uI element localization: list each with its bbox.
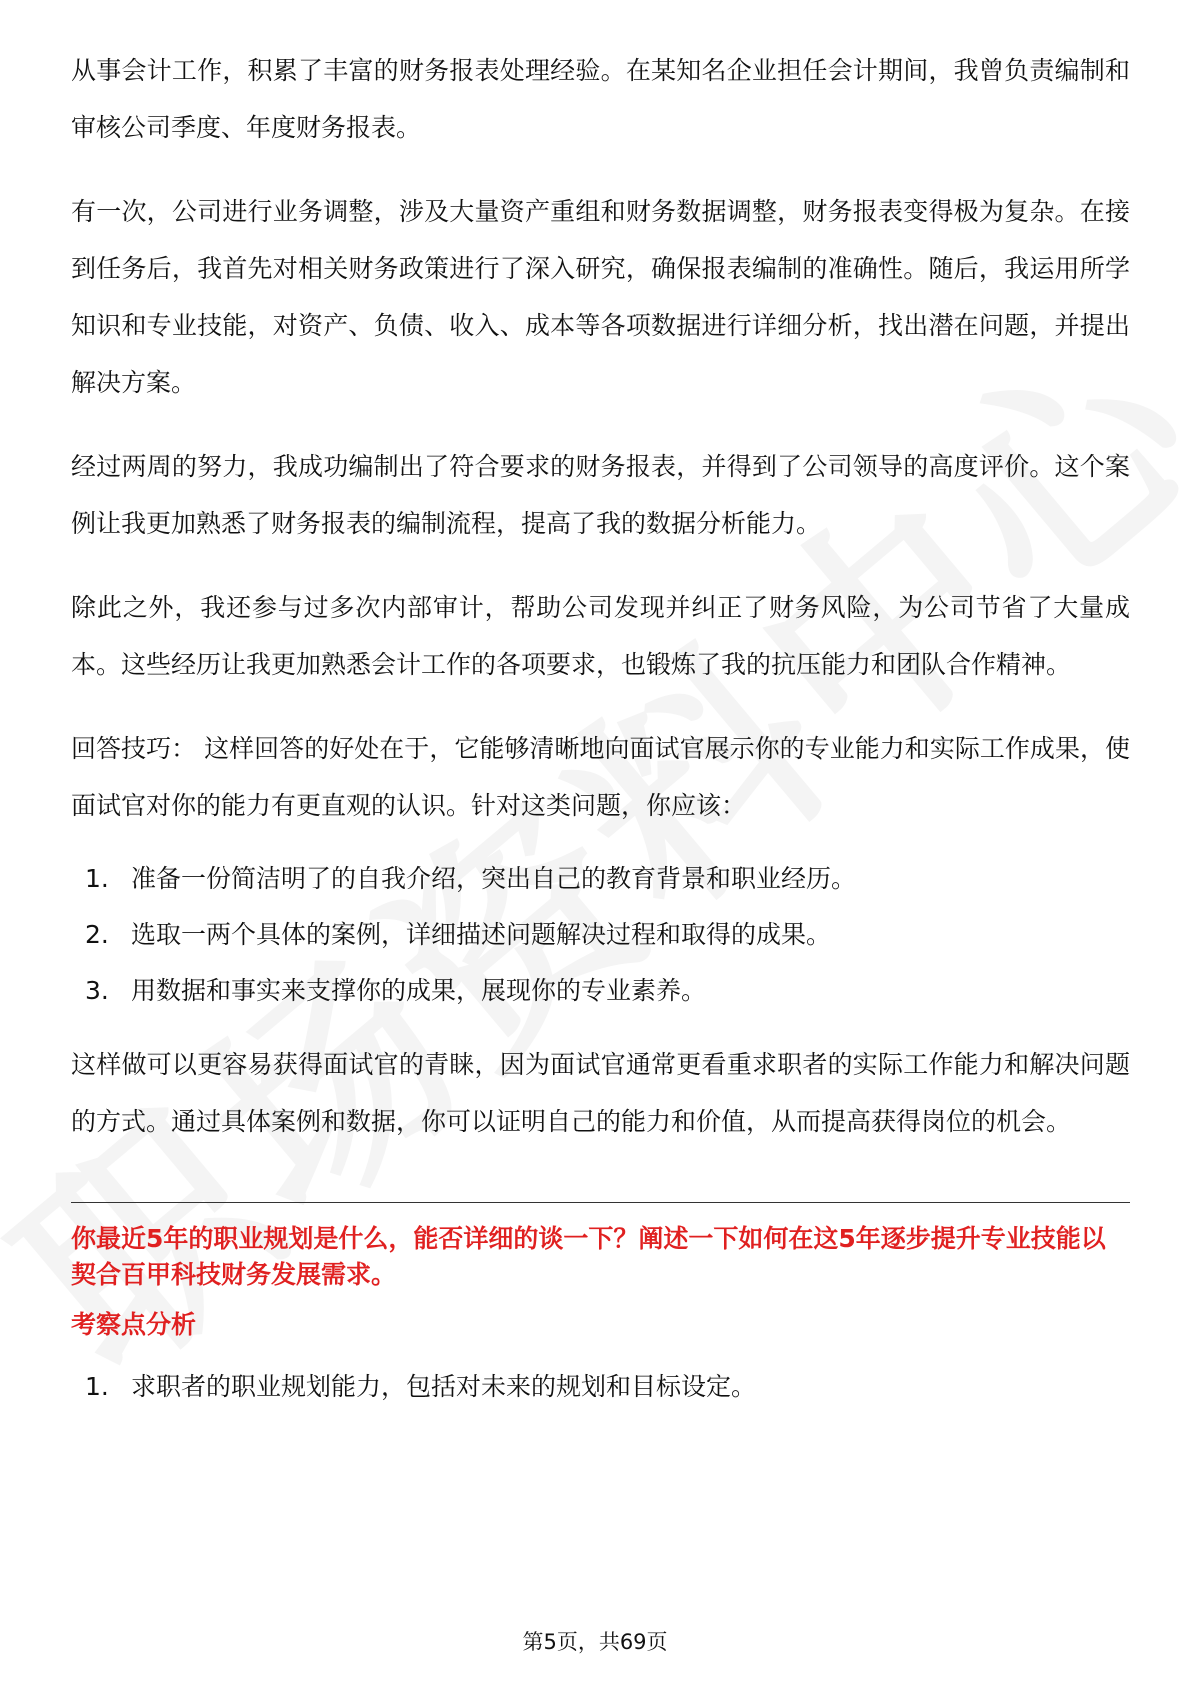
list-number: 3. (85, 976, 109, 1005)
list-number: 1. (85, 864, 109, 893)
page-number: 第5页，共69页 (522, 1630, 668, 1654)
analysis-points-list (71, 1369, 1130, 1405)
paragraph: 除此之外，我还参与过多次内部审计，帮助公司发现并纠正了财务风险，为公司节省了大量成本。这些经历让我更加熟悉会计工作的各项要求，也锻炼了我的抗压能力和团队合作精神。 (71, 593, 1130, 679)
tips-list (71, 861, 1130, 1009)
section-title: 考察点分析 (71, 1310, 197, 1339)
list-text: 用数据和事实来支撑你的成果，展现你的专业素养。 (131, 976, 707, 1005)
list-number: 1. (85, 1372, 109, 1401)
paragraph: 经过两周的努力，我成功编制出了符合要求的财务报表，并得到了公司领导的高度评价。这个案例让我更加熟悉了财务报表的编制流程，提高了我的数据分析能力。 (71, 452, 1130, 538)
page-content (71, 42, 1130, 1432)
paragraph: 从事会计工作，积累了丰富的财务报表处理经验。在某知名企业担任会计期间，我曾负责编制和审核公司季度、年度财务报表。 (71, 56, 1130, 142)
list-item (71, 1369, 1130, 1405)
list-text: 选取一两个具体的案例，详细描述问题解决过程和取得的成果。 (131, 920, 832, 949)
list-item (71, 917, 1130, 953)
list-item (71, 861, 1130, 897)
list-text: 准备一份简洁明了的自我介绍，突出自己的教育背景和职业经历。 (131, 864, 857, 893)
section-divider (71, 1202, 1130, 1203)
answer-tips-paragraph: 回答技巧： 这样回答的好处在于，它能够清晰地向面试官展示你的专业能力和实际工作成果，使面试官对你的能力有更直观的认识。针对这类问题，你应该： (71, 734, 1130, 820)
list-number: 2. (85, 920, 109, 949)
closing-paragraph: 这样做可以更容易获得面试官的青睐，因为面试官通常更看重求职者的实际工作能力和解决问题的方式。通过具体案例和数据，你可以证明自己的能力和价值，从而提高获得岗位的机会。 (71, 1050, 1130, 1136)
list-item (71, 973, 1130, 1009)
list-text: 求职者的职业规划能力，包括对未来的规划和目标设定。 (131, 1372, 757, 1401)
interview-question: 你最近5年的职业规划是什么，能否详细的谈一下？阐述一下如何在这5年逐步提升专业技能以契合百甲科技财务发展需求。 (71, 1224, 1106, 1289)
paragraph: 有一次，公司进行业务调整，涉及大量资产重组和财务数据调整，财务报表变得极为复杂。在接到任务后，我首先对相关财务政策进行了深入研究，确保报表编制的准确性。随后，我运用所学知识和专业技能，对资产、负债、收入、成本等各项数据进行详细分析，找出潜在问题，并提出解决方案。 (71, 197, 1130, 397)
